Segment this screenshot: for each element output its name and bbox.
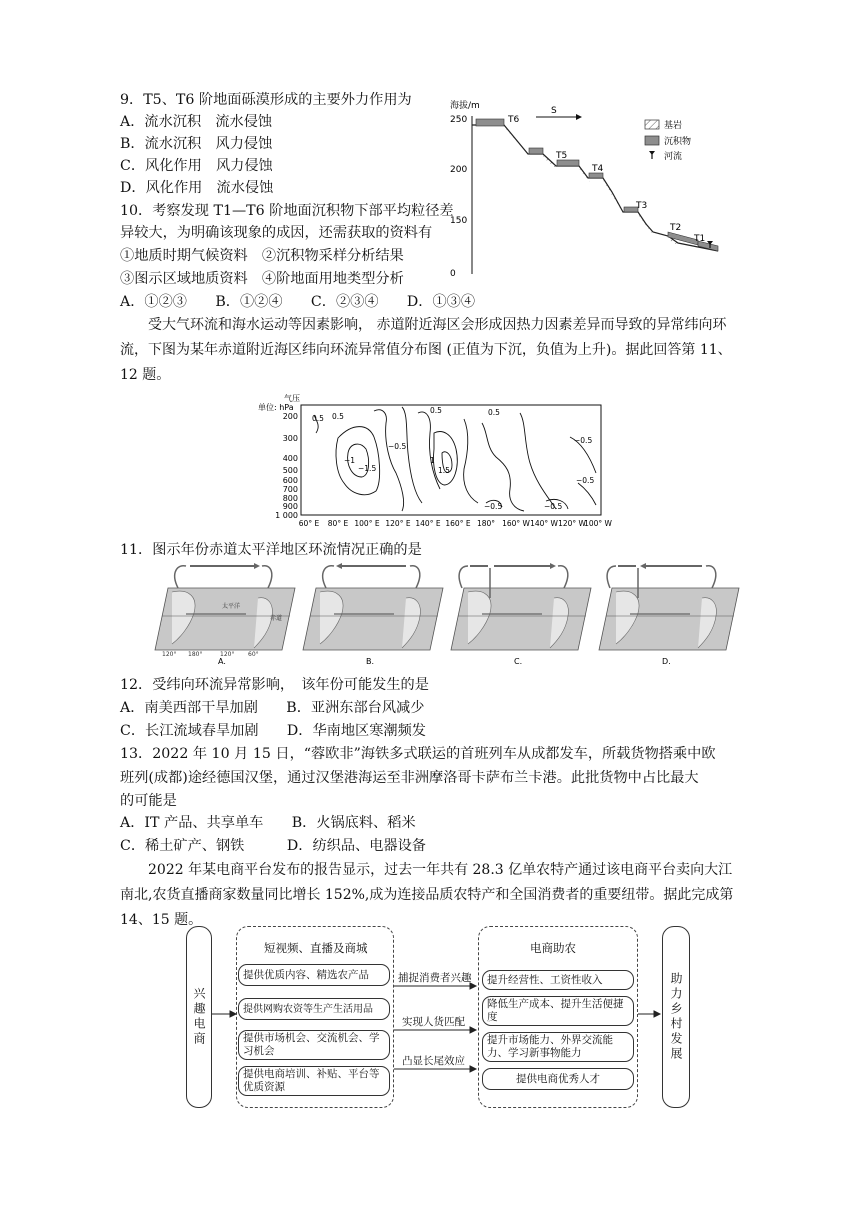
flow-mid-1: 捕捉消费者兴趣 — [398, 972, 472, 984]
contour-xtick-180: 180° — [476, 519, 496, 528]
flow-group1-item-4: 提供电商培训、补贴、平台等优质资源 — [238, 1066, 390, 1096]
terrace-label-t1: T1 — [694, 234, 706, 244]
q11-panel-a-label: A. — [218, 657, 226, 666]
contour-label-6: −1 — [344, 456, 356, 465]
q9-option-c[interactable]: C．风化作用 风力侵蚀 — [120, 158, 273, 174]
flow-mid-2: 实现人货匹配 — [402, 1016, 465, 1028]
contour-label-12: −0.5 — [484, 502, 503, 511]
q11-panel-b-label: B. — [366, 657, 375, 666]
q13-stem-1: 13．2022 年 10 月 15 日，“蓉欧非”海铁多式联运的首班列车从成都发车，所载货物搭乘中欧 — [120, 746, 716, 762]
flow-group1-item-3: 提供市场机会、交流机会、学习机会 — [238, 1030, 390, 1060]
map-label-equator: 赤道 — [270, 615, 283, 622]
terrace-label-t2: T2 — [670, 223, 682, 233]
flow-group1-item-1: 提供优质内容、精选农产品 — [238, 964, 390, 986]
q12-options-2[interactable]: C．长江流域春旱加剧 D．华南地区寒潮频发 — [120, 723, 426, 739]
flow-right-box — [662, 926, 690, 1108]
map-label-60w: 60° — [248, 651, 259, 658]
legend-sediment: 沉积物 — [664, 137, 692, 147]
contour-ytick-600: 600 — [282, 476, 298, 485]
flow-group2-item-1: 提升经营性、工资性收入 — [482, 970, 634, 990]
q11-panel-d-label: D. — [662, 657, 671, 666]
terrace-figure — [448, 96, 738, 282]
map-label-pacific: 太平洋 — [222, 603, 241, 610]
contour-ytick-300: 300 — [282, 434, 298, 443]
contour-ytick-800: 800 — [282, 494, 298, 503]
q11-panels — [150, 558, 740, 670]
contour-xtick-120e: 120° E — [385, 519, 411, 528]
q10-stem-line1: 10．考察发现 T1—T6 阶地面沉积物下部平均粒径差 — [120, 203, 454, 219]
q12-options-1[interactable]: A．南美西部干旱加剧 B．亚洲东部台风减少 — [120, 700, 425, 716]
flow-group1-title: 短视频、直播及商城 — [264, 941, 368, 955]
terrace-ytick-150: 150 — [450, 216, 468, 226]
contour-label-1: 0.5 — [312, 414, 324, 423]
contour-ylabel1: 气压 — [284, 394, 300, 403]
terrace-label-t4: T4 — [592, 164, 604, 174]
contour-xtick-100w: 100° W — [584, 519, 612, 528]
contour-xtick-140e: 140° E — [415, 519, 441, 528]
terrace-label-t6: T6 — [508, 115, 520, 125]
flow-diagram — [186, 926, 706, 1110]
q13-stem-2: 班列(成都)途经德国汉堡，通过汉堡港海运至非洲摩洛哥卡萨布兰卡港。此批货物中占比最大 — [120, 770, 699, 786]
contour-ylabel2: 单位: hPa — [258, 403, 294, 412]
flow-left-text: 兴趣电商 — [192, 987, 206, 1047]
contour-xtick-60e: 60° E — [298, 519, 320, 528]
flow-group2-title: 电商助农 — [530, 941, 576, 955]
contour-ytick-700: 700 — [282, 485, 298, 494]
q11-panel-c — [451, 563, 591, 666]
q10-options[interactable]: A．①②③ B．①②④ C．②③④ D．①③④ — [120, 294, 476, 310]
contour-xtick-140w: 140° W — [530, 519, 558, 528]
contour-label-2: 0.5 — [332, 412, 344, 421]
intro-q11-12: 受大气环流和海水运动等因素影响， 赤道附近海区会形成因热力因素差异而导致的异常纬向环流，下图为某年赤道附近海区纬向环流异常值分布图 (正值为下沉，负值为上升)。据此回答第 11、12 题。 — [120, 317, 732, 383]
direction-label: S — [551, 106, 557, 116]
contour-label-3: 0.5 — [430, 406, 442, 415]
q13-stem-3: 的可能是 — [120, 793, 177, 809]
terrace-ytick-0: 0 — [450, 269, 456, 279]
contour-xtick-120w: 120° W — [558, 519, 586, 528]
q11-panel-d — [599, 563, 739, 666]
contour-label-5: −0.5 — [388, 442, 407, 451]
q9-option-b[interactable]: B．流水沉积 风力侵蚀 — [120, 136, 273, 152]
q10-stem-line2: 异较大，为明确该现象的成因，还需获取的资料有 — [120, 225, 433, 241]
contour-figure — [256, 393, 616, 533]
q9-option-a[interactable]: A．流水沉积 流水侵蚀 — [120, 114, 273, 130]
terrace-label-t3: T3 — [636, 201, 648, 211]
flow-group2-item-4: 提供电商优秀人才 — [482, 1068, 634, 1090]
q13-options-2[interactable]: C．稀土矿产、钢铁 D．纺织品、电器设备 — [120, 838, 426, 854]
contour-xtick-80e: 80° E — [327, 519, 349, 528]
terrace-ytick-250: 250 — [450, 115, 468, 125]
q11-stem: 11．图示年份赤道太平洋地区环流情况正确的是 — [120, 542, 422, 558]
terrace-label-t5: T5 — [556, 151, 568, 161]
contour-label-10: −0.5 — [574, 436, 593, 445]
flow-right-text: 助力乡村发展 — [669, 972, 683, 1062]
contour-ytick-400: 400 — [282, 454, 298, 463]
contour-label-7: −1.5 — [358, 464, 377, 473]
contour-label-8: 1 — [430, 456, 435, 465]
map-label-120e: 120° — [162, 651, 177, 658]
q10-items-line1: ①地质时期气候资料 ②沉积物采样分析结果 — [120, 248, 404, 264]
q10-items-line2: ③图示区域地质资料 ④阶地面用地类型分析 — [120, 271, 404, 287]
flow-group2-item-2: 降低生产成本、提升生活便捷度 — [482, 996, 634, 1026]
contour-ytick-1000: 1 000 — [275, 511, 298, 520]
q9-stem: 9．T5、T6 阶地面砾漠形成的主要外力作用为 — [120, 92, 412, 108]
terrace-ytick-200: 200 — [450, 165, 468, 175]
contour-label-4: 0.5 — [488, 408, 500, 417]
flow-group1-item-2: 提供网购农资等生产生活用品 — [238, 998, 390, 1020]
q13-options-1[interactable]: A．IT 产品、共享单车 B．火锅底料、稻米 — [120, 815, 416, 831]
intro-q14-15: 2022 年某电商平台发布的报告显示，过去一年共有 28.3 亿单农特产通过该电商平台卖向大江南北,农货直播商家数量同比增长 152%,成为连接品质农特产和全国消费者的重要纽带。据此完成第 14、15 题。 — [120, 862, 734, 928]
contour-label-11: −0.5 — [576, 476, 595, 485]
contour-label-9: 1.5 — [438, 466, 450, 475]
map-label-120w: 120° — [220, 651, 235, 658]
map-label-180: 180° — [188, 651, 203, 658]
q11-panel-b — [303, 563, 443, 666]
contour-ytick-900: 900 — [282, 502, 298, 511]
terrace-ylabel: 海拔/m — [450, 101, 480, 111]
contour-label-13: −0.5 — [544, 502, 563, 511]
contour-ytick-200: 200 — [282, 412, 298, 421]
contour-xtick-100e: 100° E — [354, 519, 380, 528]
flow-group2-item-3: 提升市场能力、外界交流能力、学习新事物能力 — [482, 1032, 634, 1062]
q11-panel-c-label: C. — [514, 657, 523, 666]
contour-xtick-160w: 160° W — [502, 519, 530, 528]
q9-option-d[interactable]: D．风化作用 流水侵蚀 — [120, 180, 274, 196]
flow-mid-3: 凸显长尾效应 — [402, 1055, 465, 1067]
q12-stem: 12．受纬向环流异常影响， 该年份可能发生的是 — [120, 677, 429, 693]
legend-river: 河流 — [664, 152, 683, 162]
contour-xtick-160e: 160° E — [445, 519, 471, 528]
legend-bedrock: 基岩 — [664, 121, 683, 131]
contour-ytick-500: 500 — [282, 466, 298, 475]
